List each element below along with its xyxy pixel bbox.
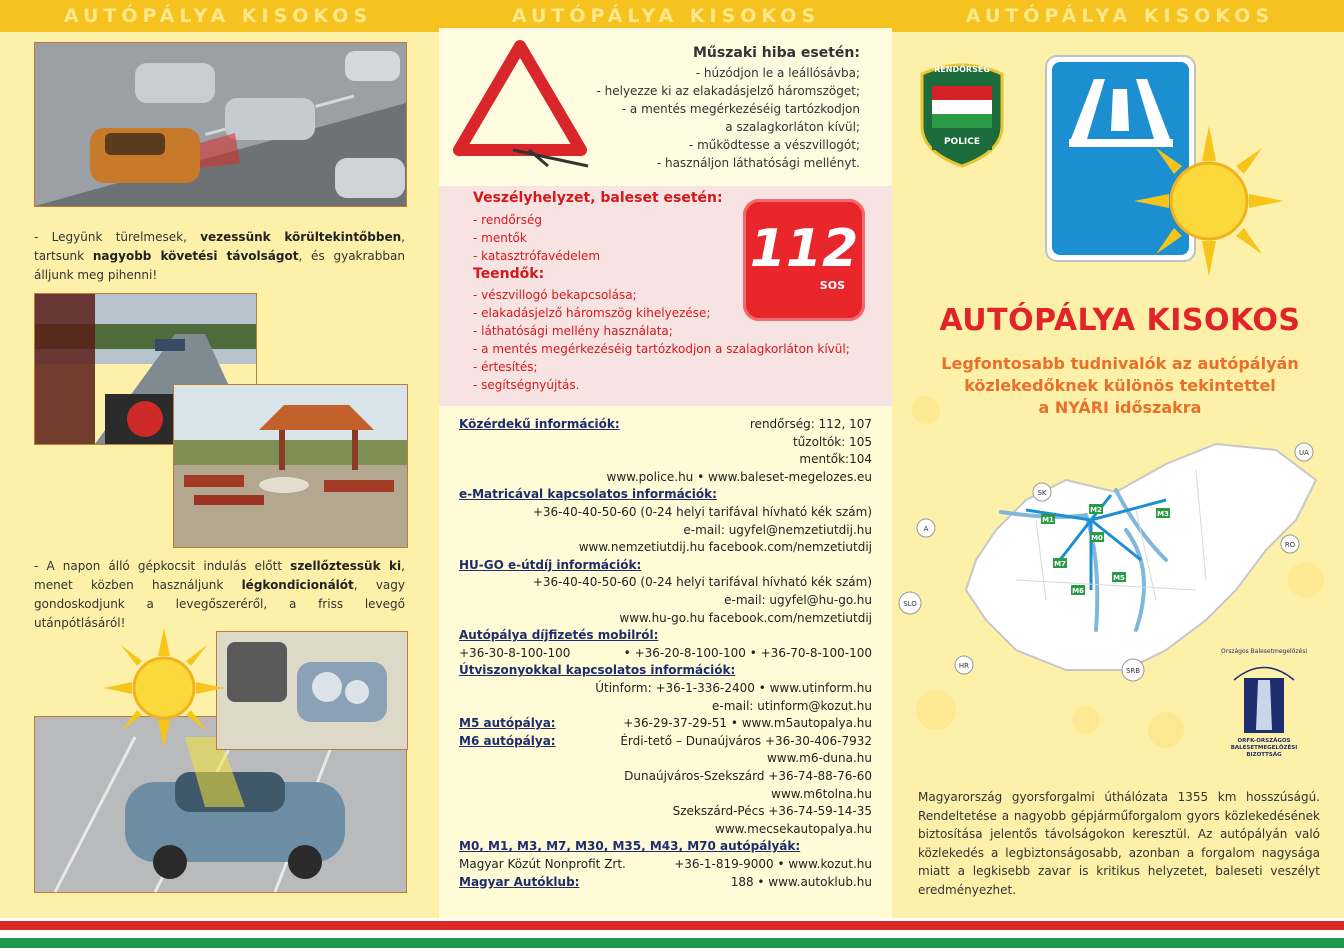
todo-item: - értesítés;	[473, 360, 538, 374]
info-row	[459, 539, 872, 556]
map-label: M5	[1113, 574, 1125, 582]
map-label: M0	[1091, 534, 1103, 542]
todo-item: - a mentés megérkezéséig tartózkodjon a szalagkorláton kívül;	[473, 342, 850, 356]
info-heading: Útviszonyokkal kapcsolatos információk:	[459, 663, 736, 678]
info-value: www.police.hu • www.baleset-megelozes.eu	[606, 469, 872, 484]
band-title-left: AUTÓPÁLYA KISOKOS	[0, 0, 436, 32]
info-value: +36-29-37-29-51 • www.m5autopalya.hu	[623, 716, 872, 731]
band-title-right: AUTÓPÁLYA KISOKOS	[896, 0, 1344, 32]
info-value: Dunaújváros-Szekszárd +36-74-88-76-60	[624, 769, 872, 783]
text-part: , és gyakrabban álljunk meg pihenni!	[34, 249, 405, 282]
tech-line: - működtesse a vészvillogót;	[688, 138, 860, 152]
danger-item: - katasztrófavédelem	[473, 249, 601, 263]
text-part: , menet közben használjunk	[34, 559, 405, 592]
map-label: RO	[1284, 541, 1296, 549]
info-row	[459, 434, 872, 451]
tech-line: - használjon láthatósági mellényt.	[656, 156, 860, 170]
info-value: Szekszárd-Pécs +36-74-59-14-35	[672, 804, 872, 819]
info-value: • +36-20-8-100-100 • +36-70-8-100-100	[623, 645, 872, 660]
paragraph-patience	[34, 228, 405, 285]
info-row	[459, 698, 872, 715]
info-row	[459, 486, 872, 503]
text-part: - A napon álló gépkocsit indulás előtt	[34, 559, 291, 573]
aircon-photo	[216, 631, 408, 750]
tech-line: - húzódjon le a leállósávba;	[695, 66, 860, 80]
police-top-label: RENDŐRSÉG	[934, 65, 990, 74]
sun-icon	[104, 628, 224, 748]
info-row	[459, 715, 872, 732]
police-bottom-label: POLICE	[943, 137, 981, 147]
danger-section	[439, 186, 892, 406]
left-panel	[0, 0, 436, 918]
info-row	[459, 522, 872, 539]
sos-label: SOS	[819, 279, 845, 292]
subtitle	[896, 353, 1344, 419]
info-heading: Autópálya díjfizetés mobilról:	[459, 628, 659, 643]
intro-paragraph: Magyarország gyorsforgalmi úthálózata 1355 km hosszúságú. Rendeltetése a nagyobb gépjárműforgalom gyors közlekedésének biztosítása jelentős távolságokon keresztül. Az autópályán való közlekedés a legbiztonságosabb, azonban a forgalom nagysága miatt a legkisebb zavar is kritikus helyzetet, baleseti veszélyt eredményezhet.	[918, 790, 1320, 897]
info-heading: M6 autópálya:	[459, 733, 556, 748]
band-title-middle: AUTÓPÁLYA KISOKOS	[436, 0, 896, 32]
danger-item: - mentők	[473, 231, 527, 245]
info-heading: M5 autópálya:	[459, 716, 556, 731]
text-bold: vezessünk körültekintőbben	[200, 230, 402, 244]
info-row	[459, 733, 872, 750]
picnic-illustration	[174, 385, 407, 547]
tech-line: - a mentés megérkezéséig tartózkodjon	[621, 102, 860, 116]
technical-fault-section	[439, 28, 892, 186]
info-value: 188 • www.autoklub.hu	[730, 874, 872, 889]
info-value: www.m6-duna.hu	[766, 751, 872, 766]
map-label: UA	[1299, 449, 1309, 457]
aircon-illustration	[217, 632, 407, 749]
subtitle-line: a NYÁRI időszakra	[1038, 398, 1202, 417]
middle-panel	[436, 0, 896, 918]
paragraph-ventilation	[34, 557, 405, 633]
map-label: M3	[1157, 510, 1169, 518]
danger-title: Veszélyhelyzet, baleset esetén:	[473, 190, 723, 206]
main-title: AUTÓPÁLYA KISOKOS	[939, 303, 1301, 338]
info-value: e-mail: ugyfel@nemzetiutdij.hu	[683, 522, 872, 537]
info-value: +36-40-40-50-60 (0-24 helyi tarifával hívható kék szám)	[532, 505, 872, 519]
info-label: Magyar Közút Nonprofit Zrt.	[459, 857, 626, 871]
subtitle-line: Legfontosabb tudnivalók az autópályán	[941, 354, 1299, 373]
info-row	[459, 662, 872, 679]
info-row	[459, 838, 872, 855]
info-heading: M0, M1, M3, M7, M30, M35, M43, M70 autópályák:	[459, 839, 801, 854]
info-value: Érdi-tető – Dunaújváros +36-30-406-7932	[620, 733, 872, 748]
map-label: SRB	[1125, 667, 1141, 675]
warning-triangle-icon	[453, 38, 588, 168]
info-row	[459, 821, 872, 838]
emergency-number: 112	[749, 219, 859, 279]
info-row	[459, 504, 872, 521]
tech-title: Műszaki hiba esetén:	[693, 45, 860, 61]
info-row	[459, 416, 872, 433]
text-part: - Legyünk türelmesek,	[34, 230, 201, 244]
info-value: www.nemzetiutdij.hu facebook.com/nemzetiutdij	[578, 540, 872, 555]
info-value: e-mail: ugyfel@hu-go.hu	[724, 593, 872, 607]
map-label: SK	[1037, 489, 1047, 497]
info-row	[459, 750, 872, 767]
info-heading: Magyar Autóklub:	[459, 874, 580, 889]
info-row	[459, 627, 872, 644]
info-value: +36-40-40-50-60 (0-24 helyi tarifával hívható kék szám)	[532, 575, 872, 590]
info-value: www.hu-go.hu facebook.com/nemzetiutdij	[619, 610, 872, 625]
info-row	[459, 874, 872, 891]
info-value: www.m6tolna.hu	[771, 786, 872, 801]
todo-item: - vészvillogó bekapcsolása;	[473, 288, 637, 302]
text-bold: légkondicionálót	[241, 578, 354, 592]
info-row	[459, 768, 872, 785]
info-label: +36-30-8-100-100	[459, 645, 571, 660]
info-value: Útinform: +36-1-336-2400 • www.utinform.hu	[595, 681, 872, 695]
text-bold: szellőztessük ki	[290, 559, 402, 573]
info-value: e-mail: utinform@kozut.hu	[711, 698, 872, 713]
danger-item: - rendőrség	[473, 213, 542, 227]
police-logo	[918, 56, 1006, 168]
traffic-illustration	[35, 43, 406, 206]
org-bottom-label: ORFK-ORSZÁGOS BALESETMEGELŐZÉSI BIZOTTSÁG	[1230, 738, 1298, 758]
text-part: , tartsunk	[34, 230, 405, 263]
emergency-112-badge	[743, 199, 865, 321]
info-value: tűzoltók: 105	[792, 434, 872, 449]
map-label: M6	[1072, 587, 1084, 595]
info-value: www.mecsekautopalya.hu	[715, 821, 872, 836]
safety-org-logo	[1214, 650, 1314, 770]
rest-area-photo	[173, 384, 408, 548]
flag-stripes	[0, 918, 1344, 951]
map-label: M2	[1090, 506, 1102, 514]
info-row	[459, 592, 872, 609]
info-row	[459, 645, 872, 662]
info-value: +36-1-819-9000 • www.kozut.hu	[674, 857, 872, 871]
todo-item: - segítségnyújtás.	[473, 378, 580, 392]
text-bold: nagyobb követési távolságot	[92, 249, 299, 263]
middle-content	[439, 28, 892, 918]
info-heading: e-Matricával kapcsolatos információk:	[459, 487, 717, 502]
traffic-photo	[34, 42, 407, 207]
todo-title: Teendők:	[473, 266, 545, 282]
map-label: HR	[958, 662, 970, 670]
tech-line: a szalagkorláton kívül;	[725, 120, 860, 134]
info-row	[459, 469, 872, 486]
info-row	[459, 610, 872, 627]
sun-icon	[1134, 126, 1284, 276]
info-section	[439, 406, 892, 918]
map-label: M7	[1054, 560, 1066, 568]
subtitle-line: közlekedőknek különös tekintettel	[964, 376, 1276, 395]
map-label: A	[923, 525, 929, 533]
map-label: M1	[1042, 516, 1054, 524]
info-row	[459, 786, 872, 803]
flag-stripe-red	[0, 921, 1344, 930]
info-value: mentők:104	[799, 452, 872, 467]
info-row	[459, 574, 872, 591]
info-row	[459, 680, 872, 697]
org-top-label: Országos Balesetmegelőzési	[1221, 648, 1307, 655]
info-heading: Közérdekű információk:	[459, 417, 620, 431]
danger-list	[473, 211, 600, 265]
info-value: rendőrség: 112, 107	[749, 417, 872, 431]
flag-stripe-green	[0, 938, 1344, 948]
info-row	[459, 803, 872, 820]
map-label: SLO	[903, 600, 917, 608]
right-panel	[896, 0, 1344, 918]
text-part: , vagy gondoskodjunk a levegőszeréről, a friss levegő utánpótlásáról!	[34, 578, 405, 630]
info-row	[459, 856, 872, 873]
info-heading: HU-GO e-útdíj információk:	[459, 557, 642, 572]
info-row	[459, 451, 872, 468]
todo-item: - láthatósági mellény használata;	[473, 324, 673, 338]
tech-line: - helyezze ki az elakadásjelző háromszöget;	[596, 84, 860, 98]
info-row	[459, 557, 872, 574]
todo-item: - elakadásjelző háromszög kihelyezése;	[473, 306, 711, 320]
